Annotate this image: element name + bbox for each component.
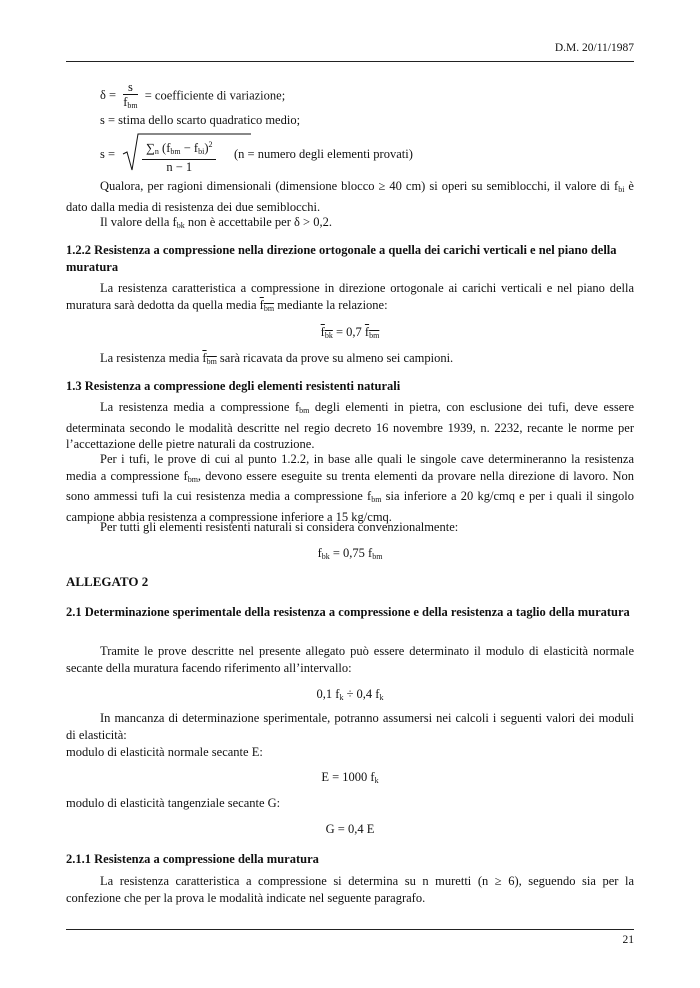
paragraph-semiblocchi xyxy=(66,178,634,215)
accettabile-b: non è accettabile per δ > 0,2. xyxy=(184,215,332,229)
eq21-sub2: k xyxy=(379,693,384,702)
equation-2-1 xyxy=(66,686,634,707)
paragraph-accettabile xyxy=(66,214,634,235)
p13a-sub: bm xyxy=(299,406,310,415)
header-reference: D.M. 20/11/1987 xyxy=(554,42,634,54)
media-sub: bm xyxy=(206,357,217,366)
label-modulo-e: modulo di elasticità normale secante E: xyxy=(66,745,263,759)
p13b-a: Per i tufi, le prove di cui al punto 1.2.2, in base alle quali le singole cave determineranno la resistenza media a compressione f xyxy=(66,452,634,483)
formula-s xyxy=(66,134,634,174)
s-open: (f xyxy=(158,141,171,155)
p13b-sub1: bm xyxy=(187,474,198,484)
p13a-b: degli elementi in pietra, con esclusione dei tufi, deve essere determinata secondo le modalità descritte nel regio decreto 16 novembre 1939, n. 2232, recante le norme per l’accettazione delle pietre naturali da costruzione. xyxy=(66,400,634,451)
eq21-b: ÷ 0,4 f xyxy=(343,687,380,701)
label-modulo-g: modulo di elasticità tangenziale secante G: xyxy=(66,796,281,810)
p13b-c: sia inferiore a 20 kg/cmq e per i quali il singolo campione abbia resistenza a compressione inferiore a 15 kg/cmq. xyxy=(66,489,634,524)
eq122-f1: f xyxy=(320,325,325,339)
eq21-sub1: k xyxy=(339,693,344,702)
fbm-overline-2 xyxy=(365,325,379,339)
equation-g: G = 0,4 E xyxy=(325,822,375,836)
formula-delta-description: = coefficiente di variazione; xyxy=(144,88,286,103)
eq21-a: 0,1 f xyxy=(316,687,340,701)
formula-s-sqrt xyxy=(122,134,220,174)
media-a: La resistenza media xyxy=(100,351,203,365)
p122-sub: bm xyxy=(263,303,275,313)
fbk-overline xyxy=(321,325,333,339)
eqE-a: E = 1000 f xyxy=(321,770,375,784)
header-rule xyxy=(66,61,634,62)
s-square: 2 xyxy=(208,140,213,149)
eqE-sub: k xyxy=(374,776,379,785)
formula-delta-numerator: s xyxy=(123,80,137,95)
p122-b: mediante la relazione: xyxy=(274,297,388,312)
formula-s-definition: s = stima dello scarto quadratico medio; xyxy=(100,113,301,127)
equation-1-2-2 xyxy=(66,324,634,345)
footer-rule xyxy=(66,929,634,930)
formula-delta-den-sub: bm xyxy=(127,101,138,110)
eq122-mid: = 0,7 xyxy=(332,325,365,339)
formula-delta-lhs: δ = xyxy=(100,88,117,103)
semiblocchi-sub: bi xyxy=(618,185,625,194)
s-bm-sub: bm xyxy=(170,147,181,156)
semiblocchi-a: Qualora, per ragioni dimensionali (dimensione blocco ≥ 40 cm) si operi su semiblocchi, il valore di f xyxy=(100,179,619,193)
p122-a: La resistenza caratteristica a compressione in direzione ortogonale ai carichi verticali e nel piano della muratura sarà dedotta da quella media xyxy=(66,281,634,312)
eq122-sub2: bm xyxy=(369,331,380,340)
p122-f: f xyxy=(259,297,264,312)
p13b-b: , devono essere eseguite su trenta elementi da provare nella direzione di lavoro. Non sono ammessi tufi la cui resistenza media a compressione f xyxy=(66,468,635,503)
heading-2-1-1: 2.1.1 Resistenza a compressione della muratura xyxy=(66,852,319,866)
paragraph-1-3-c: Per tutti gli elementi resistenti naturali si considera convenzionalmente: xyxy=(100,520,459,534)
heading-1-2-2: 1.2.2 Resistenza a compressione nella direzione ortogonale a quella dei carichi verticali e nel piano della muratura xyxy=(66,243,617,274)
formula-delta-denominator xyxy=(123,95,137,113)
paragraph-2-1-b: In mancanza di determinazione sperimentale, potranno assumersi nei calcoli i seguenti valori dei moduli di elasticità: xyxy=(66,711,634,742)
heading-2-1: 2.1 Determinazione sperimentale della resistenza a compressione e della resistenza a taglio della muratura xyxy=(66,605,630,619)
eq13-sub2: bm xyxy=(372,552,383,561)
accettabile-sub: bk xyxy=(176,221,185,230)
heading-allegato-2: ALLEGATO 2 xyxy=(66,574,149,589)
formula-s-denominator: n − 1 xyxy=(166,160,193,174)
document-page xyxy=(66,0,634,988)
paragraph-1-3-a xyxy=(66,399,634,453)
p13a-a: La resistenza media a compressione f xyxy=(100,400,300,414)
equation-e xyxy=(66,769,634,790)
media-f: f xyxy=(202,351,207,365)
accettabile-a: Il valore della f xyxy=(100,215,177,229)
media-b: sarà ricavata da prove su almeno sei campioni. xyxy=(216,351,454,365)
s-close: ) xyxy=(204,141,209,155)
s-minus: − f xyxy=(180,141,199,155)
equation-1-3 xyxy=(66,545,634,566)
semiblocchi-b: è dato dalla media di resistenza dei due semiblocchi. xyxy=(66,179,634,214)
page-number: 21 xyxy=(622,934,634,946)
eq122-sub1: bk xyxy=(324,331,333,340)
s-bi-sub: bi xyxy=(198,147,205,156)
paragraph-1-3-b xyxy=(66,451,634,525)
paragraph-media xyxy=(66,350,634,371)
p13b-sub2: bm xyxy=(371,495,382,504)
formula-s-lhs: s = xyxy=(100,147,116,161)
eq13-sub1: bk xyxy=(321,552,330,561)
sum-sub: n xyxy=(154,147,159,156)
formula-delta xyxy=(66,80,634,113)
paragraph-2-1-1: La resistenza caratteristica a compressione si determina su n muretti (n ≥ 6), seguendo sia per la confezione che per la prova le modalità indicate nel seguente paragrafo. xyxy=(66,874,634,905)
paragraph-1-2-2 xyxy=(66,280,634,317)
eq13-a: f xyxy=(317,546,322,560)
heading-1-3: 1.3 Resistenza a compressione degli elementi resistenti naturali xyxy=(66,379,401,393)
fbm-overline xyxy=(260,298,274,312)
formula-delta-den-f: f xyxy=(123,95,128,109)
fbm-overline-3 xyxy=(202,351,216,365)
paragraph-2-1-a: Tramite le prove descritte nel presente allegato può essere determinato il modulo di elasticità normale secante della muratura facendo riferimento all’intervallo: xyxy=(66,644,634,675)
sum-sign: ∑ xyxy=(146,141,155,155)
eq13-b: = 0,75 f xyxy=(329,546,373,560)
sqrt-sign-icon xyxy=(122,132,252,172)
formula-delta-fraction xyxy=(123,80,137,113)
eq122-f2: f xyxy=(364,325,370,339)
formula-s-note: (n = numero degli elementi provati) xyxy=(234,147,413,161)
